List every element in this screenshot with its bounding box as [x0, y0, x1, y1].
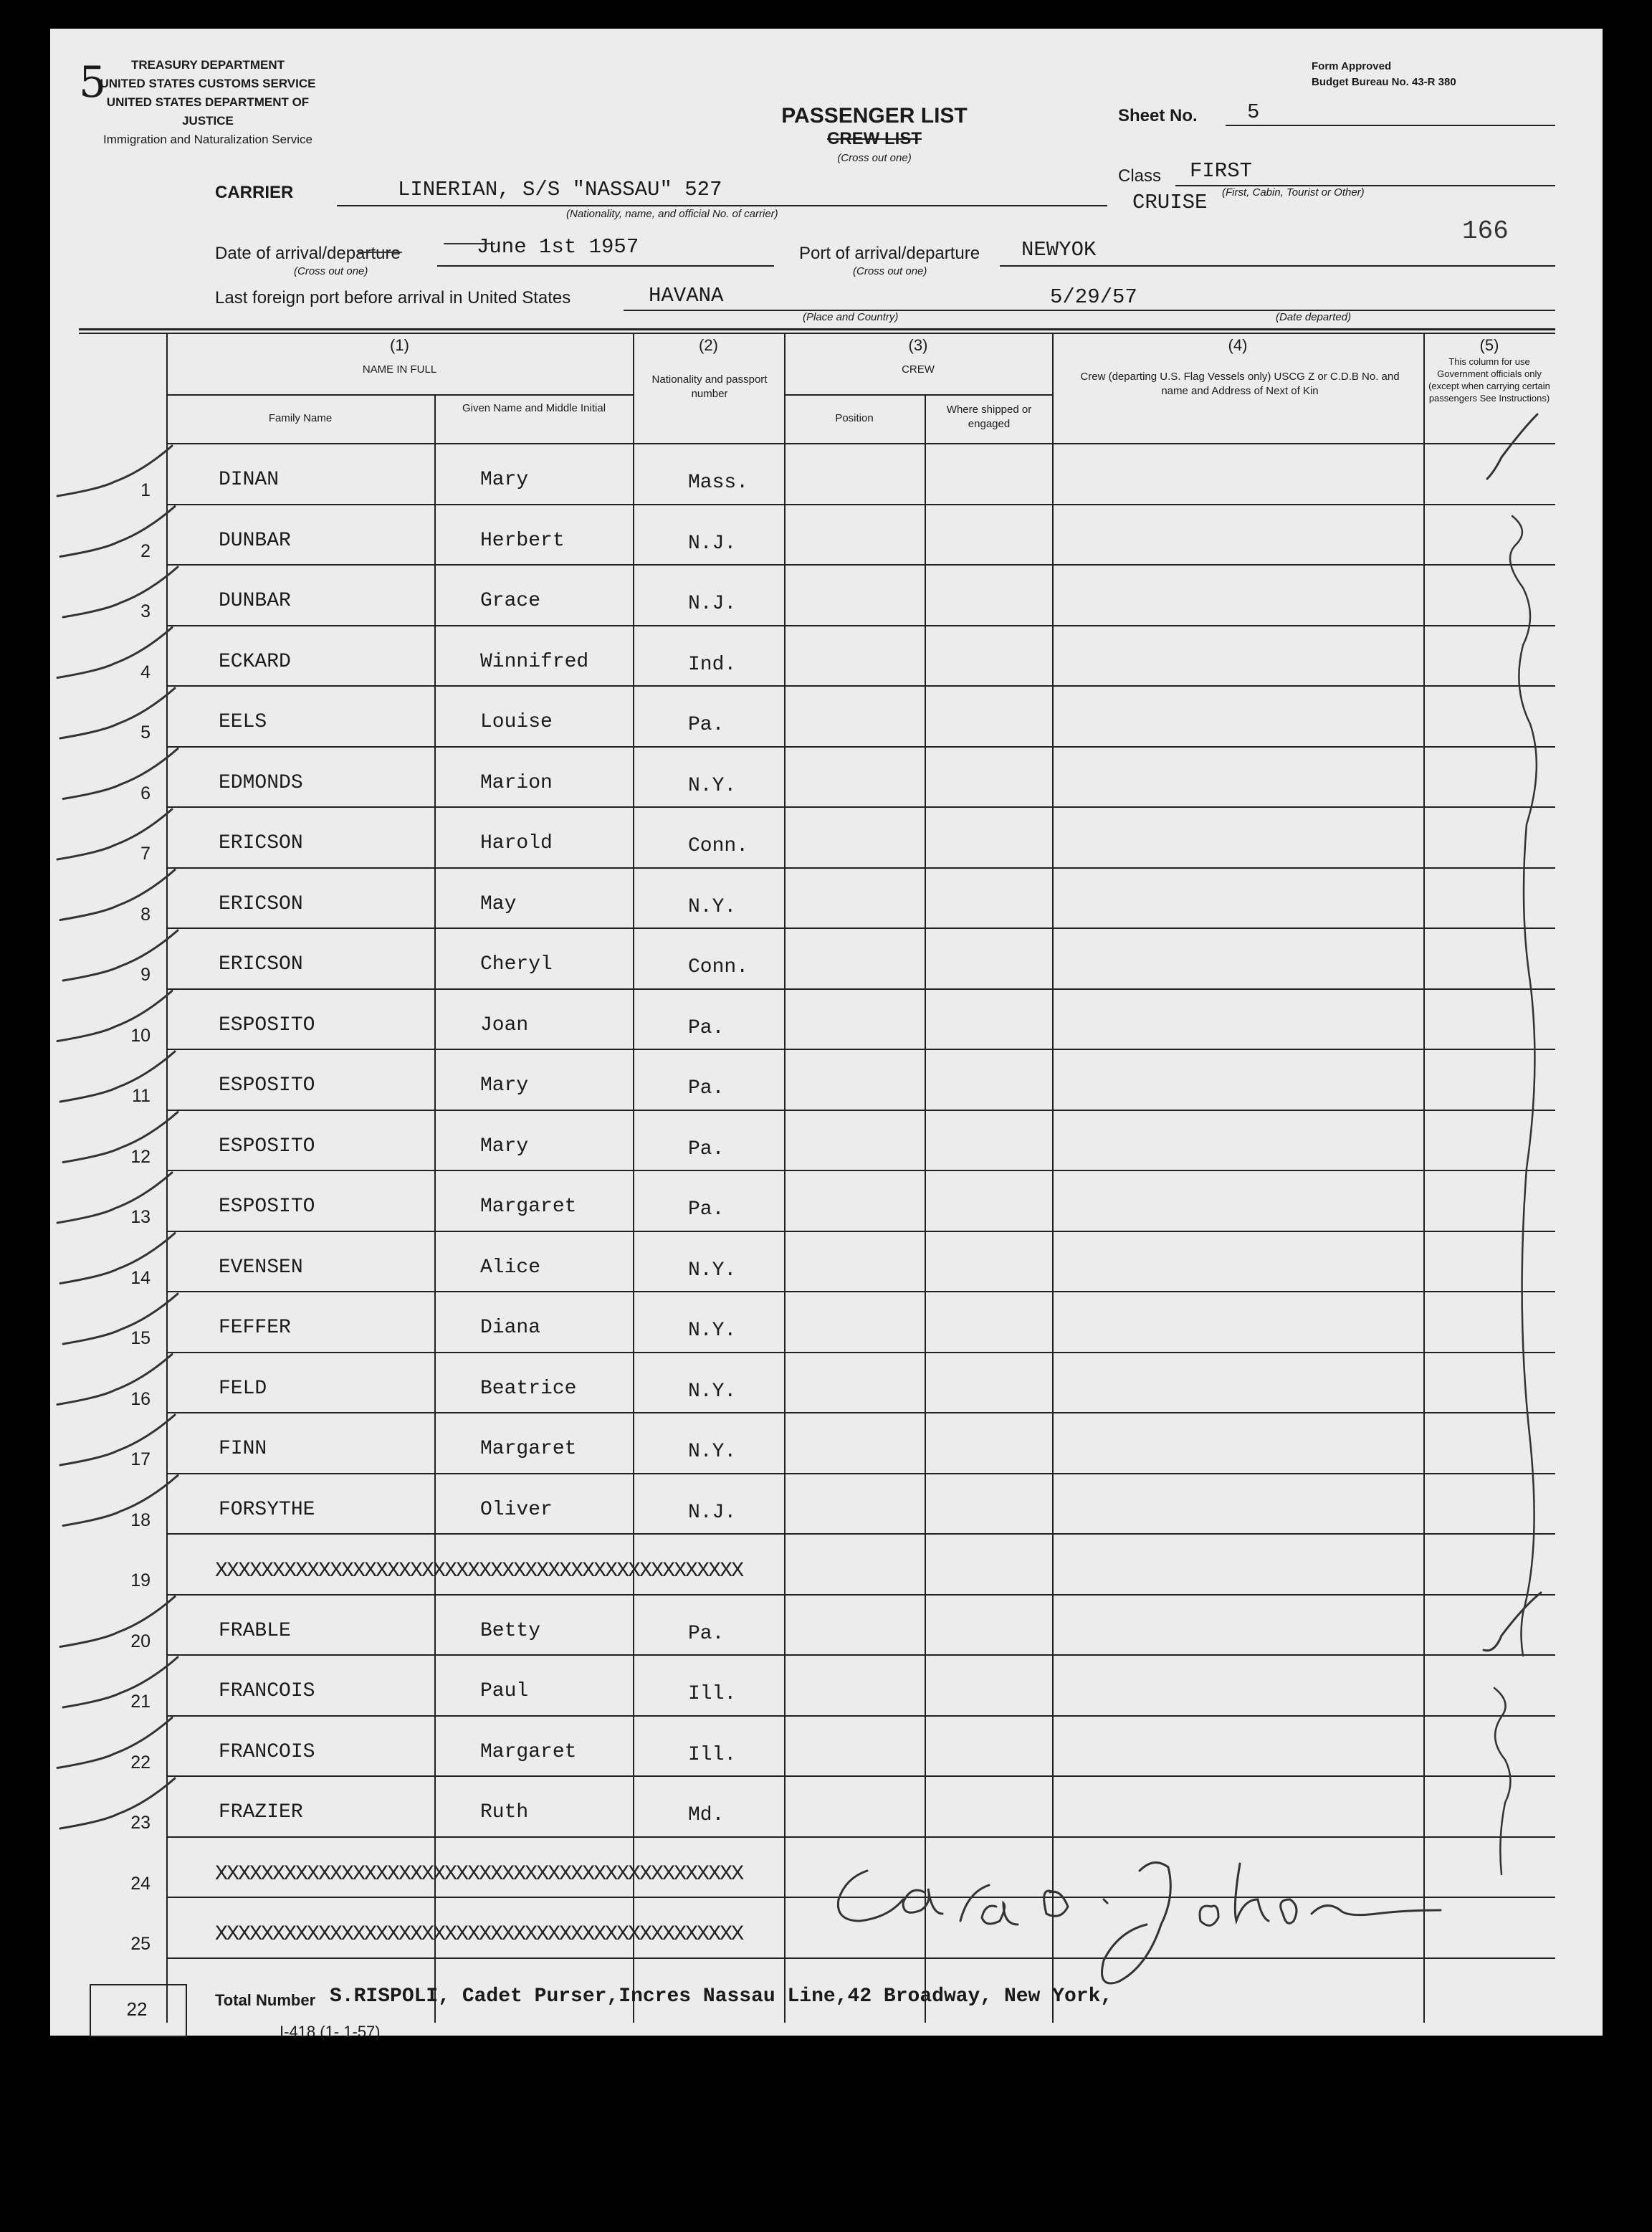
- given-name-cell: Mary: [480, 1074, 529, 1097]
- row-number: 5: [140, 722, 151, 743]
- family-name-cell: FORSYTHE: [219, 1498, 315, 1521]
- tally-tick: [63, 1476, 178, 1526]
- given-name-cell: Louise: [480, 711, 553, 733]
- row-number: 20: [130, 1631, 151, 1651]
- form-approved-line-1: Form Approved: [1312, 60, 1392, 72]
- row-number: 8: [140, 904, 151, 925]
- given-name-cell: Joan: [480, 1014, 529, 1036]
- given-name-cell: Grace: [480, 590, 541, 612]
- given-name-cell: Herbert: [480, 529, 565, 552]
- row-number: 18: [130, 1510, 151, 1530]
- family-name-cell: FELD: [219, 1377, 267, 1400]
- cruise-value: CRUISE: [1132, 191, 1208, 214]
- nationality-cell: Ind.: [688, 653, 737, 676]
- family-name-cell: FRABLE: [219, 1619, 291, 1642]
- tally-tick: [60, 1051, 175, 1102]
- carrier-value: LINERIAN, S/S "NASSAU" 527: [398, 178, 722, 201]
- given-name-cell: Ruth: [480, 1801, 529, 1823]
- nationality-cell: Conn.: [688, 835, 749, 857]
- date-value: June 1st 1957: [477, 235, 639, 259]
- nationality-cell: Pa.: [688, 1077, 725, 1100]
- margin-number: 166: [1462, 216, 1509, 246]
- nationality-cell: Conn.: [688, 956, 749, 978]
- given-name-cell: Mary: [480, 469, 529, 491]
- family-name-cell: FRAZIER: [219, 1801, 303, 1823]
- foreign-port-value: HAVANA: [649, 284, 724, 307]
- class-note: (First, Cabin, Tourist or Other): [1222, 186, 1365, 199]
- row-number: 15: [130, 1328, 151, 1348]
- nationality-cell: Pa.: [688, 1622, 725, 1645]
- row-number: 11: [132, 1086, 151, 1106]
- tally-tick: [60, 870, 175, 920]
- family-name-cell: EDMONDS: [219, 771, 303, 794]
- place-note: (Place and Country): [803, 311, 899, 323]
- family-name-cell: DINAN: [219, 469, 280, 491]
- given-name-cell: Diana: [480, 1317, 541, 1339]
- nationality-cell: Pa.: [688, 714, 725, 736]
- given-name-cell: Margaret: [480, 1438, 577, 1460]
- row-number: 16: [130, 1388, 151, 1409]
- agency-line-2: UNITED STATES CUSTOMS SERVICE: [100, 77, 316, 90]
- family-name-cell: ESPOSITO: [219, 1014, 315, 1036]
- given-name-cell: Harold: [480, 832, 553, 854]
- given-name-cell: Mary: [480, 1135, 529, 1158]
- class-label: Class: [1118, 166, 1162, 186]
- col4-title: Crew (departing U.S. Flag Vessels only) USCG Z or C.D.B No. and name and Address of Next of Kin: [1080, 371, 1400, 397]
- family-name-cell: FRANCOIS: [219, 1740, 315, 1763]
- date-note: (Cross out one): [294, 265, 368, 277]
- signature: [838, 1863, 1441, 1983]
- given-name-cell: Betty: [480, 1619, 541, 1642]
- given-name-cell: May: [480, 892, 517, 915]
- tally-tick: [57, 1718, 172, 1768]
- row-number: 1: [140, 480, 151, 500]
- handwriting-overlay: [50, 29, 1603, 2036]
- row-number: 22: [130, 1752, 151, 1773]
- family-name-cell: FEFFER: [219, 1317, 291, 1339]
- port-value: NEWYOK: [1021, 238, 1097, 262]
- sheet-no-value: 5: [1247, 100, 1260, 124]
- row-number: 25: [130, 1934, 151, 1954]
- date-label: Date of arrival/departure: [215, 244, 401, 263]
- struck-out-entry: XXXXXXXXXXXXXXXXXXXXXXXXXXXXXXXXXXXXXXXXXXXXXX: [215, 1861, 743, 1887]
- corner-mark: 5: [79, 57, 107, 108]
- date-departed-note: (Date departed): [1276, 311, 1352, 323]
- family-name-cell: ESPOSITO: [219, 1074, 315, 1097]
- form-number: I-418 (1- 1-57): [280, 2023, 381, 2041]
- nationality-cell: N.Y.: [688, 1259, 737, 1282]
- tally-tick: [63, 1112, 178, 1163]
- tally-tick: [63, 930, 178, 981]
- check-mark-20: [1484, 1593, 1541, 1651]
- tally-tick: [63, 1294, 178, 1344]
- nationality-cell: N.Y.: [688, 1380, 737, 1403]
- tally-tick: [57, 991, 172, 1041]
- given-name-cell: Cheryl: [480, 953, 553, 976]
- tally-tick: [57, 446, 172, 496]
- carrier-note: (Nationality, name, and official No. of carrier): [566, 208, 778, 220]
- family-name-cell: DUNBAR: [219, 590, 291, 612]
- col5-number: (5): [1479, 336, 1499, 354]
- col2-title: Nationality and passport number: [651, 373, 768, 400]
- row-number: 6: [140, 783, 151, 803]
- footer-text: S.RISPOLI, Cadet Purser,Incres Nassau Line,42 Broadway, New York,: [330, 1985, 1113, 2008]
- agency-line-1: TREASURY DEPARTMENT: [130, 58, 285, 72]
- row-number: 12: [130, 1146, 151, 1167]
- tally-tick: [57, 809, 172, 859]
- family-name-cell: ESPOSITO: [219, 1196, 315, 1218]
- given-name-cell: Margaret: [480, 1196, 577, 1218]
- nationality-cell: Pa.: [688, 1016, 725, 1039]
- col5-title: This column for use Government officials only (except when carrying certain passengers See Instructions): [1428, 356, 1550, 404]
- row-number: 19: [130, 1570, 151, 1590]
- nationality-cell: N.Y.: [688, 774, 737, 797]
- row-number: 10: [130, 1025, 151, 1046]
- col2-number: (2): [699, 336, 718, 354]
- row-number: 9: [140, 965, 151, 985]
- row-number: 17: [130, 1449, 151, 1469]
- row-number: 24: [130, 1873, 151, 1894]
- nationality-cell: Md.: [688, 1804, 725, 1826]
- col3-number: (3): [908, 336, 928, 354]
- passenger-list-sheet: [50, 29, 1603, 2041]
- check-mark-1: [1487, 414, 1537, 479]
- col1-title: NAME IN FULL: [362, 363, 437, 376]
- family-name-cell: ERICSON: [219, 832, 303, 854]
- row-number: 21: [130, 1692, 151, 1712]
- col3-title: CREW: [902, 363, 935, 376]
- family-name-cell: EELS: [219, 711, 267, 733]
- tally-tick: [60, 688, 175, 738]
- struck-out-entry: XXXXXXXXXXXXXXXXXXXXXXXXXXXXXXXXXXXXXXXXXXXXXX: [215, 1922, 743, 1947]
- family-name-cell: DUNBAR: [219, 529, 291, 552]
- row-number: 7: [140, 844, 151, 864]
- family-name-cell: ESPOSITO: [219, 1135, 315, 1158]
- col1-number: (1): [390, 336, 409, 354]
- nationality-cell: Pa.: [688, 1138, 725, 1160]
- row-number: 4: [140, 662, 151, 682]
- family-name-cell: EVENSEN: [219, 1256, 303, 1279]
- agency-line-3: UNITED STATES DEPARTMENT OF JUSTICE: [106, 95, 310, 128]
- given-name-cell: Paul: [480, 1680, 529, 1702]
- tally-tick: [63, 567, 178, 617]
- tally-tick: [60, 507, 175, 557]
- tally-tick: [63, 1657, 178, 1707]
- nationality-cell: N.Y.: [688, 895, 737, 918]
- total-count: 22: [126, 1998, 148, 2020]
- date-departed-value: 5/29/57: [1050, 285, 1137, 309]
- row-number: 13: [130, 1207, 151, 1227]
- family-name-cell: FINN: [219, 1438, 267, 1460]
- carrier-label: CARRIER: [215, 183, 294, 202]
- nationality-cell: Pa.: [688, 1198, 725, 1221]
- foreign-port-label: Last foreign port before arrival in United States: [215, 288, 571, 307]
- family-name-cell: ECKARD: [219, 650, 291, 673]
- tally-tick: [60, 1415, 175, 1465]
- nationality-cell: N.Y.: [688, 1441, 737, 1463]
- nationality-cell: Ill.: [688, 1743, 737, 1766]
- given-name-cell: Oliver: [480, 1498, 553, 1521]
- total-label: Total Number: [215, 1991, 316, 2009]
- row-number: 14: [130, 1267, 151, 1288]
- nationality-cell: N.Y.: [688, 1320, 737, 1342]
- nationality-cell: Mass.: [688, 472, 749, 494]
- tally-tick: [57, 628, 172, 678]
- given-name-cell: Margaret: [480, 1740, 577, 1763]
- family-name-cell: ERICSON: [219, 892, 303, 915]
- nationality-cell: N.J.: [688, 532, 737, 555]
- row-number: 2: [140, 540, 151, 561]
- page-title: PASSENGER LIST: [781, 104, 968, 128]
- given-name-cell: Alice: [480, 1256, 541, 1279]
- nationality-cell: Ill.: [688, 1683, 737, 1705]
- tally-tick: [57, 1173, 172, 1223]
- tally-tick: [60, 1234, 175, 1284]
- col4-number: (4): [1228, 336, 1248, 354]
- given-name-cell: Beatrice: [480, 1377, 577, 1400]
- tally-tick: [60, 1597, 175, 1647]
- family-name-header: Family Name: [268, 412, 333, 424]
- crew-list-crossed: CREW LIST: [827, 129, 922, 148]
- sheet-no-label: Sheet No.: [1118, 106, 1198, 125]
- position-header: Position: [835, 412, 874, 424]
- tally-tick: [57, 1355, 172, 1405]
- tally-tick: [60, 1778, 175, 1828]
- row-number: 23: [130, 1813, 151, 1833]
- tally-tick: [63, 749, 178, 799]
- family-name-cell: FRANCOIS: [219, 1680, 315, 1702]
- nationality-cell: N.J.: [688, 1501, 737, 1524]
- nationality-cell: N.J.: [688, 593, 737, 615]
- given-name-cell: Marion: [480, 771, 553, 794]
- family-name-cell: ERICSON: [219, 953, 303, 976]
- given-name-header: Given Name and Middle Initial: [462, 402, 606, 414]
- port-note: (Cross out one): [853, 265, 927, 277]
- title-cross-out-note: (Cross out one): [837, 152, 912, 164]
- port-label: Port of arrival/departure: [799, 244, 980, 263]
- class-value: FIRST: [1190, 159, 1253, 183]
- agency-line-4: Immigration and Naturalization Service: [103, 133, 312, 146]
- shipped-header: Where shipped or engaged: [946, 404, 1032, 430]
- row-number: 3: [140, 601, 151, 621]
- struck-out-entry: XXXXXXXXXXXXXXXXXXXXXXXXXXXXXXXXXXXXXXXXXXXXXX: [215, 1559, 743, 1583]
- given-name-cell: Winnifred: [480, 650, 589, 673]
- form-approved-line-2: Budget Bureau No. 43-R 380: [1312, 76, 1456, 88]
